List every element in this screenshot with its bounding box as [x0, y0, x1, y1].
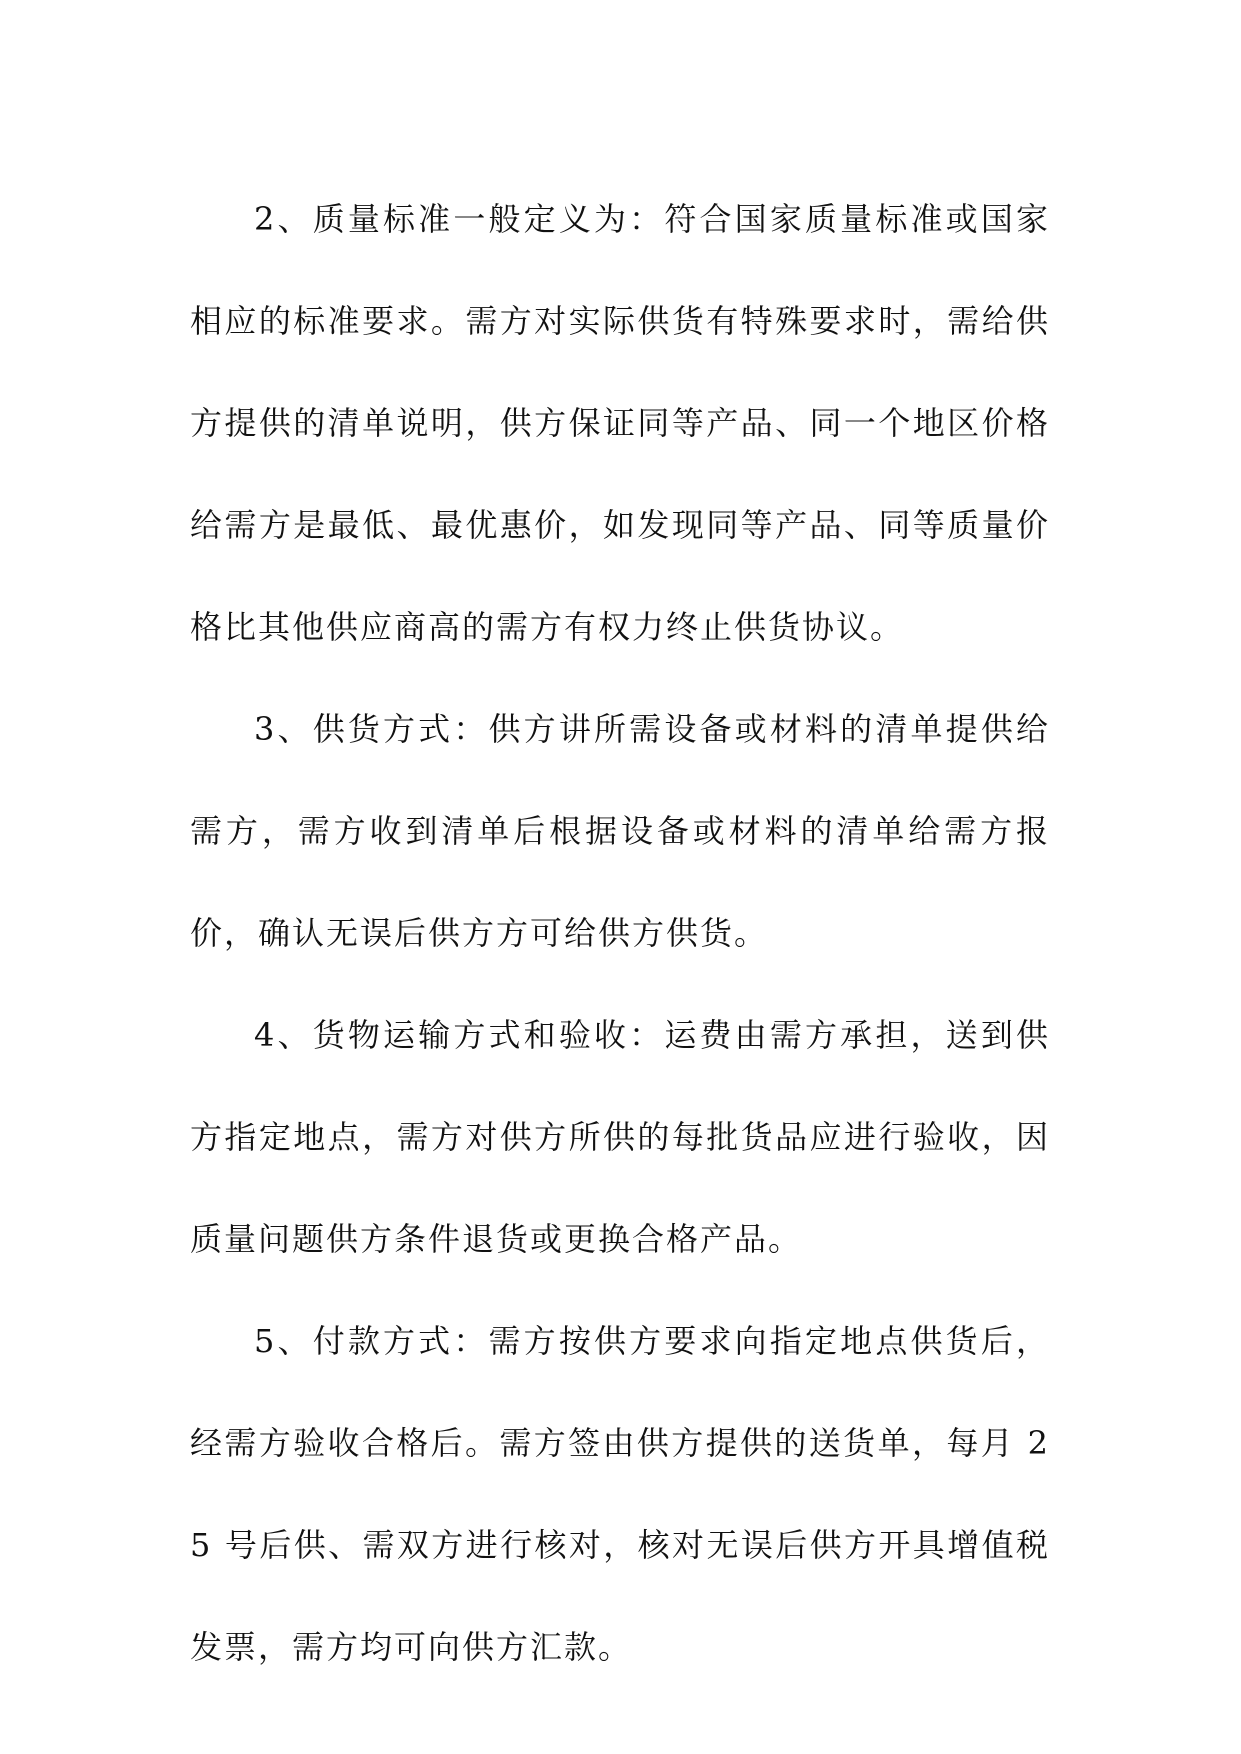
paragraph-quality-standard: 2、质量标准一般定义为：符合国家质量标准或国家相应的标准要求。需方对实际供货有特殊要求时，需给供方提供的清单说明，供方保证同等产品、同一个地区价格给需方是最低、最优惠价，如发现同等产品、同等质量价格比其他供应商高的需方有权力终止供货协议。 [190, 200, 1050, 646]
paragraph-supply-method: 3、供货方式：供方讲所需设备或材料的清单提供给需方，需方收到清单后根据设备或材料的清单给需方报价，确认无误后供方方可给供方供货。 [190, 710, 1050, 952]
paragraph-payment-method: 5、付款方式：需方按供方要求向指定地点供货后，经需方验收合格后。需方签由供方提供的送货单，每月 25 号后供、需双方进行核对，核对无误后供方开具增值税发票，需方均可向供方汇款。 [190, 1322, 1050, 1666]
paragraph-transport-acceptance: 4、货物运输方式和验收：运费由需方承担，送到供方指定地点，需方对供方所供的每批货品应进行验收，因质量问题供方条件退货或更换合格产品。 [190, 1016, 1050, 1258]
document-body [190, 168, 1050, 1698]
